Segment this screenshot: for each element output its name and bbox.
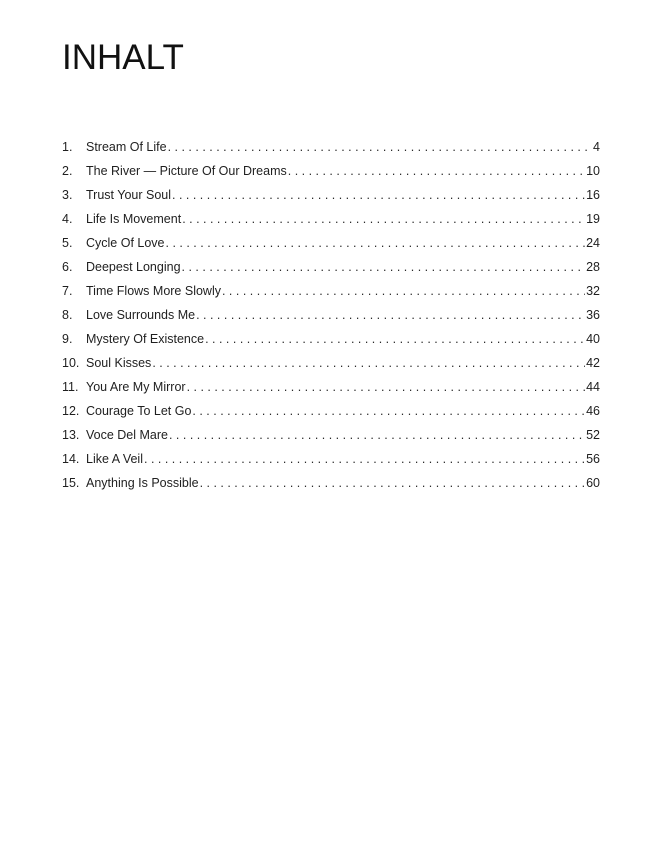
toc-entry-number: 6.: [62, 260, 73, 274]
toc-entry-page: 4: [593, 140, 600, 154]
toc-entry[interactable]: [62, 399, 600, 423]
toc-entry-page: 16: [586, 188, 600, 202]
toc-entry-title: Cycle Of Love: [86, 236, 165, 250]
dot-leader: [172, 183, 585, 207]
dot-leader: [169, 423, 585, 447]
toc-entry-title: Time Flows More Slowly: [86, 284, 221, 298]
toc-entry[interactable]: [62, 255, 600, 279]
toc-entry[interactable]: [62, 207, 600, 231]
toc-entry-number: 4.: [62, 212, 73, 226]
toc-entry[interactable]: [62, 183, 600, 207]
toc-entry-page: 40: [586, 332, 600, 346]
toc-entry[interactable]: [62, 447, 600, 471]
toc-entry-title: Mystery Of Existence: [86, 332, 205, 346]
dot-leader: [288, 159, 585, 183]
toc-entry[interactable]: [62, 423, 600, 447]
dot-leader: [192, 399, 585, 423]
toc-entry-number: 10.: [62, 356, 80, 370]
toc-entry-page: 28: [586, 260, 600, 274]
toc-entry-page: 10: [586, 164, 600, 178]
toc-entry-title: Love Surrounds Me: [86, 308, 196, 322]
dot-leader: [144, 447, 585, 471]
toc-entry-number: 2.: [62, 164, 73, 178]
toc-entry-title: Anything Is Possible: [86, 476, 199, 490]
toc-entry-title: Trust Your Soul: [86, 188, 172, 202]
toc-entry-title: Soul Kisses: [86, 356, 152, 370]
toc-entry-title: Life Is Movement: [86, 212, 182, 226]
toc-entry-number: 5.: [62, 236, 73, 250]
page-title: INHALT: [62, 38, 184, 77]
toc-entry[interactable]: [62, 375, 600, 399]
dot-leader: [196, 303, 585, 327]
toc-entry-page: 24: [586, 236, 600, 250]
toc-entry-title: Like A Veil: [86, 452, 143, 466]
dot-leader: [168, 135, 592, 159]
dot-leader: [205, 327, 585, 351]
toc-entry-number: 7.: [62, 284, 73, 298]
toc-entry-title: Deepest Longing: [86, 260, 181, 274]
toc-entry-number: 11.: [62, 380, 79, 394]
toc-entry[interactable]: [62, 303, 600, 327]
toc-entry[interactable]: [62, 327, 600, 351]
dot-leader: [187, 375, 586, 399]
toc-entry-number: 13.: [62, 428, 80, 442]
toc-entry-number: 15.: [62, 476, 80, 490]
toc-entry-number: 1.: [62, 140, 73, 154]
table-of-contents: [62, 135, 600, 495]
toc-entry-title: Voce Del Mare: [86, 428, 168, 442]
toc-entry-title: You Are My Mirror: [86, 380, 186, 394]
toc-entry[interactable]: [62, 231, 600, 255]
toc-entry-number: 9.: [62, 332, 73, 346]
toc-entry-page: 36: [586, 308, 600, 322]
toc-entry-number: 14.: [62, 452, 80, 466]
toc-entry[interactable]: [62, 135, 600, 159]
toc-entry-page: 46: [586, 404, 600, 418]
toc-entry-page: 42: [586, 356, 600, 370]
toc-entry-number: 3.: [62, 188, 73, 202]
toc-entry-page: 19: [586, 212, 600, 226]
toc-entry-title: Courage To Let Go: [86, 404, 192, 418]
dot-leader: [222, 279, 585, 303]
dot-leader: [182, 207, 585, 231]
dot-leader: [152, 351, 585, 375]
toc-entry-number: 12.: [62, 404, 80, 418]
toc-entry-page: 60: [586, 476, 600, 490]
dot-leader: [182, 255, 586, 279]
toc-entry-page: 32: [586, 284, 600, 298]
toc-entry-page: 52: [586, 428, 600, 442]
toc-entry-page: 56: [586, 452, 600, 466]
dot-leader: [200, 471, 586, 495]
toc-entry[interactable]: [62, 279, 600, 303]
toc-entry-title: The River — Picture Of Our Dreams: [86, 164, 287, 178]
toc-entry[interactable]: [62, 471, 600, 495]
toc-entry-title: Stream Of Life: [86, 140, 167, 154]
toc-entry-number: 8.: [62, 308, 73, 322]
toc-entry-page: 44: [586, 380, 600, 394]
dot-leader: [166, 231, 586, 255]
toc-entry[interactable]: [62, 159, 600, 183]
toc-entry[interactable]: [62, 351, 600, 375]
